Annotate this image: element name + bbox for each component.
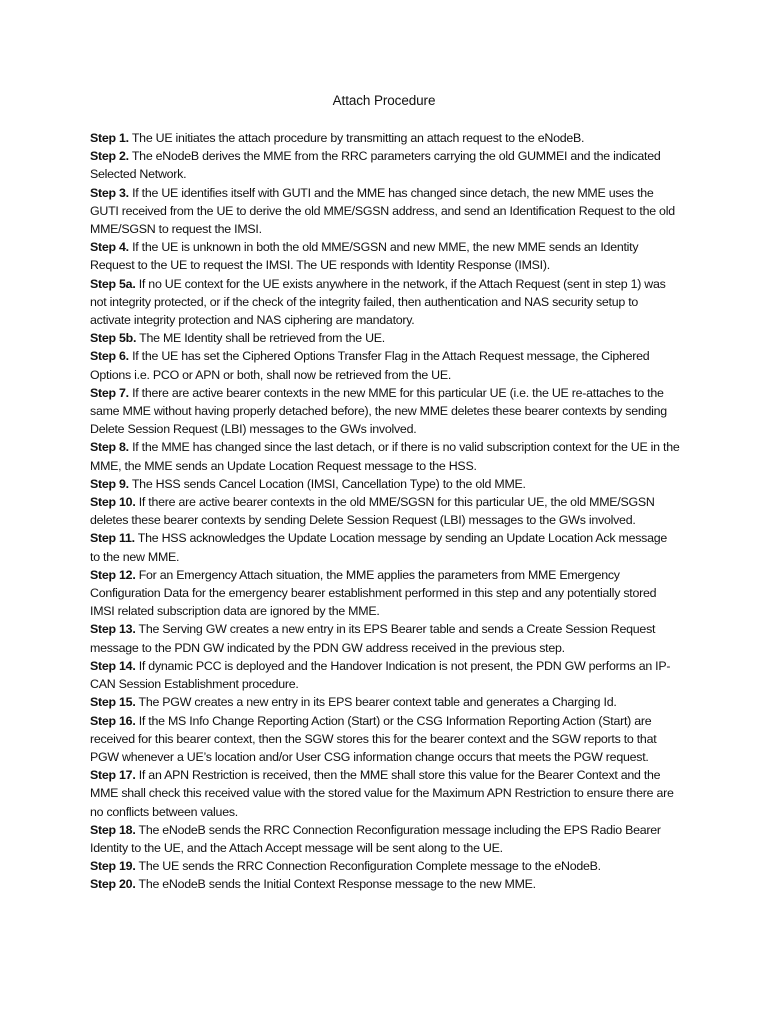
step-text: If the MS Info Change Reporting Action (Start) or the CSG Information Reporting Action (Start) are received for this bearer context, then the SGW stores this for the bearer context and the SGW reports to that PGW whenever a UE’s location and/or User CSG information change occurs that meets the PGW request. — [90, 713, 657, 764]
step-label: Step 16. — [90, 713, 136, 728]
step-label: Step 17. — [90, 768, 136, 783]
step-text: The UE sends the RRC Connection Reconfiguration Complete message to the eNodeB. — [135, 859, 601, 874]
step-text: If there are active bearer contexts in the old MME/SGSN for this particular UE, the old MME/SGSN deletes these bearer contexts by sending Delete Session Request (LBI) messages to the GWs involved. — [90, 495, 655, 528]
step-label: Step 19. — [90, 859, 136, 874]
step-text: The eNodeB sends the RRC Connection Reconfiguration message including the EPS Radio Bearer Identity to the UE, and the Attach Accept message will be sent along to the UE. — [90, 822, 661, 855]
step-label: Step 14. — [90, 658, 136, 673]
step-text: If the UE has set the Ciphered Options Transfer Flag in the Attach Request message, the Ciphered Options i.e. PCO or APN or both, shall now be retrieved from the UE. — [90, 349, 650, 382]
step-item — [90, 475, 680, 493]
step-label: Step 18. — [90, 822, 136, 837]
step-item — [90, 712, 680, 767]
step-item — [90, 129, 680, 147]
step-item — [90, 821, 680, 857]
step-text: If there are active bearer contexts in the new MME for this particular UE (i.e. the UE re-attaches to the same MME without having properly detached before), the new MME deletes these bearer contexts by sending Delete Session Request (LBI) messages to the GWs involved. — [90, 385, 667, 437]
step-text: For an Emergency Attach situation, the MME applies the parameters from MME Emergency Configuration Data for the emergency bearer establishment performed in this step and any potentially stored IMSI related subscription data are ignored by the MME. — [90, 567, 657, 619]
step-item — [90, 329, 680, 347]
step-item — [90, 184, 680, 239]
step-text: The UE initiates the attach procedure by transmitting an attach request to the eNodeB. — [128, 131, 585, 145]
step-text: The PGW creates a new entry in its EPS bearer context table and generates a Charging Id. — [135, 695, 617, 710]
step-item — [90, 693, 680, 711]
step-item — [90, 384, 680, 439]
step-text: The HSS acknowledges the Update Location message by sending an Update Location Ack message to the new MME. — [90, 531, 668, 564]
step-text: If the MME has changed since the last detach, or if there is no valid subscription context for the UE in the MME, the MME sends an Update Location Request message to the HSS. — [90, 440, 680, 473]
step-text: The Serving GW creates a new entry in its EPS Bearer table and sends a Create Session Request message to the PDN GW indicated by the PDN GW address received in the previous step. — [90, 622, 656, 655]
step-item — [90, 438, 680, 474]
step-label: Step 5b. — [90, 331, 137, 346]
step-item — [90, 875, 680, 893]
step-item — [90, 857, 680, 875]
step-list — [90, 129, 680, 894]
step-label: Step 10. — [90, 495, 136, 510]
step-text: The eNodeB sends the Initial Context Response message to the new MME. — [135, 877, 536, 892]
step-label: Step 1. — [90, 131, 129, 145]
step-label: Step 5a. — [90, 276, 136, 291]
step-text: If an APN Restriction is received, then the MME shall store this value for the Bearer Context and the MME shall check this received value with the stored value for the Maximum APN Restriction to ensure there are no conflicts between values. — [90, 768, 674, 819]
step-label: Step 4. — [90, 240, 129, 255]
step-text: If no UE context for the UE exists anywhere in the network, if the Attach Request (sent in step 1) was not integrity protected, or if the check of the integrity failed, then authentication and NAS security setup to activate integrity protection and NAS ciphering are mandatory. — [90, 276, 666, 328]
step-item — [90, 529, 680, 565]
step-item — [90, 347, 680, 383]
step-item — [90, 493, 680, 529]
step-label: Step 15. — [90, 695, 136, 710]
step-label: Step 9. — [90, 476, 129, 491]
step-label: Step 20. — [90, 877, 136, 892]
step-label: Step 7. — [90, 385, 129, 400]
step-text: The HSS sends Cancel Location (IMSI, Cancellation Type) to the old MME. — [128, 476, 526, 491]
step-text: The ME Identity shall be retrieved from the UE. — [136, 331, 385, 346]
step-text: If dynamic PCC is deployed and the Handover Indication is not present, the PDN GW performs an IP-CAN Session Establishment procedure. — [90, 658, 671, 692]
step-text: If the UE is unknown in both the old MME/SGSN and new MME, the new MME sends an Identity Request to the UE to request the IMSI. The UE responds with Identity Response (IMSI). — [90, 240, 639, 273]
step-label: Step 13. — [90, 622, 136, 637]
step-item — [90, 147, 680, 183]
step-label: Step 6. — [90, 349, 129, 364]
step-label: Step 8. — [90, 440, 129, 455]
document-title: Attach Procedure — [332, 93, 436, 108]
step-item — [90, 238, 680, 274]
step-text: The eNodeB derives the MME from the RRC parameters carrying the old GUMMEI and the indicated Selected Network. — [90, 149, 661, 182]
step-label: Step 3. — [90, 185, 129, 200]
step-text: If the UE identifies itself with GUTI and the MME has changed since detach, the new MME uses the GUTI received from the UE to derive the old MME/SGSN address, and send an Identification Request to the old MME/SGSN to request the IMSI. — [90, 185, 675, 237]
step-item — [90, 657, 680, 693]
step-item — [90, 566, 680, 621]
step-label: Step 11. — [90, 531, 135, 546]
step-item — [90, 275, 680, 330]
step-label: Step 2. — [90, 149, 129, 164]
step-item — [90, 620, 680, 656]
step-label: Step 12. — [90, 567, 136, 582]
step-item — [90, 766, 680, 821]
